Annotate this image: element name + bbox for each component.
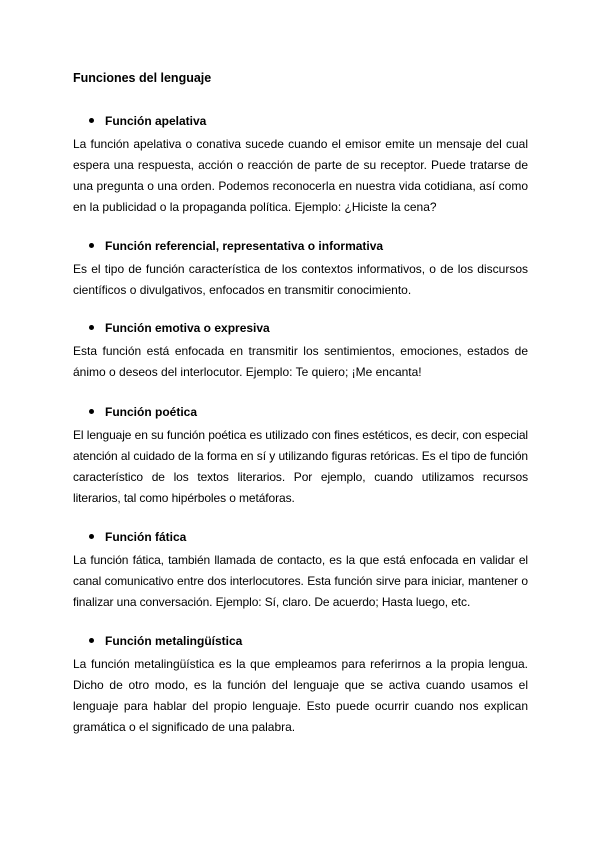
section-heading	[89, 113, 528, 130]
section-heading	[89, 529, 528, 546]
section-heading-text: Función poética	[105, 405, 198, 419]
bullet-icon	[89, 638, 94, 643]
section-body: El lenguaje en su función poética es utilizado con fines estéticos, es decir, con especial atención al cuidado de la forma en sí y utilizando figuras retóricas. Es el tipo de función característico de los textos literarios. Por ejemplo, cuando utilizamos recursos literarios, tal como hipérboles o metáforas.	[73, 428, 528, 505]
section-heading	[89, 238, 528, 255]
section-body: La función apelativa o conativa sucede cuando el emisor emite un mensaje del cual espera una respuesta, acción o reacción de parte de su receptor. Puede tratarse de una pregunta o una orden. Podemos reconocerla en nuestra vida cotidiana, así como en la publicidad o la propaganda política. Ejemplo: ¿Hiciste la cena?	[73, 137, 528, 214]
section-emotiva	[73, 320, 528, 383]
section-poetica	[73, 404, 528, 509]
section-heading	[89, 320, 528, 337]
bullet-icon	[89, 534, 94, 539]
section-heading-text: Función metalingüística	[105, 634, 243, 648]
section-heading-text: Función fática	[105, 530, 187, 544]
section-heading	[89, 404, 528, 421]
section-body: La función metalingüística es la que empleamos para referirnos a la propia lengua. Dicho de otro modo, es la función del lenguaje que se activa cuando usamos el lenguaje para hablar del propio lenguaje. Esto puede ocurrir cuando nos explican gramática o el significado de una palabra.	[73, 657, 528, 734]
bullet-icon	[89, 325, 94, 330]
bullet-icon	[89, 243, 94, 248]
section-heading	[89, 633, 528, 650]
bullet-icon	[89, 409, 94, 414]
bullet-icon	[89, 118, 94, 123]
section-body: La función fática, también llamada de contacto, es la que está enfocada en validar el canal comunicativo entre dos interlocutores. Esta función sirve para iniciar, mantener o finalizar una conversación. Ejemplo: Sí, claro. De acuerdo; Hasta luego, etc.	[73, 553, 528, 609]
section-heading-text: Función emotiva o expresiva	[105, 321, 270, 335]
section-metalinguistica	[73, 633, 528, 738]
section-body: Es el tipo de función característica de los contextos informativos, o de los discursos científicos o divulgativos, enfocados en transmitir conocimiento.	[73, 262, 528, 297]
section-referencial	[73, 238, 528, 301]
section-body: Esta función está enfocada en transmitir los sentimientos, emociones, estados de ánimo o deseos del interlocutor. Ejemplo: Te quiero; ¡Me encanta!	[73, 344, 528, 379]
section-heading-text: Función referencial, representativa o informativa	[105, 239, 384, 253]
section-fatica	[73, 529, 528, 613]
section-apelativa	[73, 113, 528, 218]
section-heading-text: Función apelativa	[105, 114, 207, 128]
document-title: Funciones del lenguaje	[73, 71, 212, 85]
